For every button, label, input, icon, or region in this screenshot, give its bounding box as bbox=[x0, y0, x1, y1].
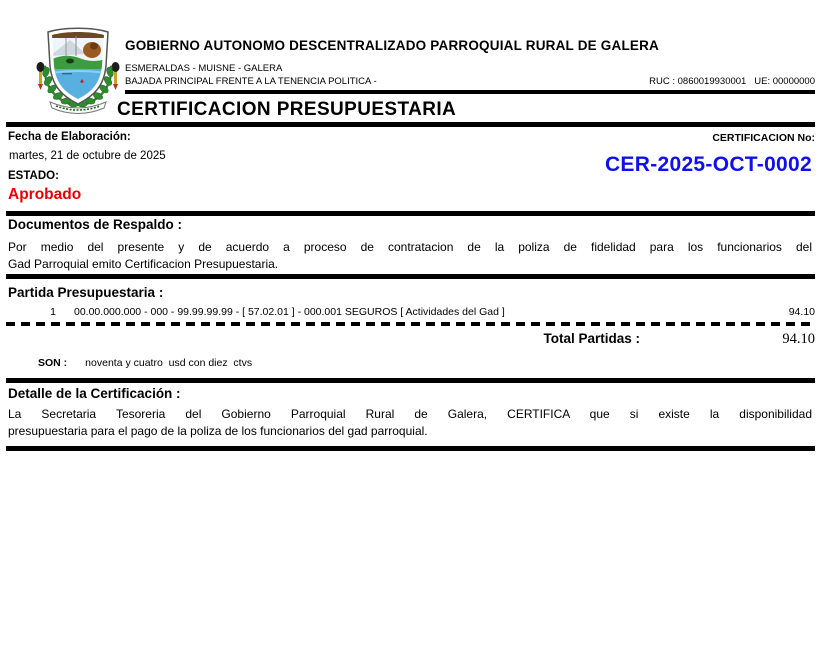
org-name: GOBIERNO AUTONOMO DESCENTRALIZADO PARROQUIAL RURAL DE GALERA bbox=[125, 38, 660, 53]
fecha-elaboracion-label: Fecha de Elaboración: bbox=[8, 131, 131, 143]
son-label: SON : bbox=[38, 357, 68, 369]
dashed-divider bbox=[6, 322, 815, 326]
son-amount-in-words: noventa y cuatro usd con diez ctvs bbox=[85, 357, 253, 369]
partida-row-amount: 94.10 bbox=[788, 306, 815, 318]
coat-of-arms-icon bbox=[36, 26, 120, 114]
detalle-certificacion-heading: Detalle de la Certificación : bbox=[8, 386, 181, 401]
total-partidas-label: Total Partidas : bbox=[543, 331, 640, 346]
detalle-certificacion-body bbox=[8, 406, 812, 439]
header-address-row bbox=[125, 76, 815, 94]
documentos-respaldo-body bbox=[8, 239, 812, 272]
partida-row-index: 1 bbox=[50, 306, 56, 318]
divider-under-documentos bbox=[6, 274, 815, 279]
org-location: ESMERALDAS - MUISNE - GALERA bbox=[125, 63, 283, 74]
detalle-body-line1: La Secretaria Tesoreria del Gobierno Parroquial Rural de Galera, CERTIFICA que si existe la disponibilidad bbox=[8, 407, 812, 421]
org-address: BAJADA PRINCIPAL FRENTE A LA TENENCIA POLITICA - bbox=[125, 76, 377, 87]
total-partidas-value: 94.10 bbox=[782, 331, 815, 347]
fecha-elaboracion-value: martes, 21 de octubre de 2025 bbox=[9, 150, 166, 162]
divider-under-detalle bbox=[6, 446, 815, 451]
document-title: CERTIFICACION PRESUPUESTARIA bbox=[117, 99, 457, 120]
partida-presupuestaria-heading: Partida Presupuestaria : bbox=[8, 285, 164, 300]
documentos-body-line1: Por medio del presente y de acuerdo a proceso de contratacion de la poliza de fidelidad para los funcionarios del bbox=[8, 240, 812, 254]
documentos-body-line2: Gad Parroquial emito Certificacion Presupuestaria. bbox=[8, 256, 279, 271]
son-row bbox=[38, 357, 252, 369]
divider-under-meta bbox=[6, 211, 815, 216]
divider-under-title bbox=[6, 122, 815, 127]
detalle-body-line2: presupuestaria para el pago de la poliza de los funcionarios del gad parroquial. bbox=[8, 423, 428, 438]
divider-under-partidas bbox=[6, 378, 815, 383]
partida-row-code: 00.00.000.000 - 000 - 99.99.99.99 - [ 57.02.01 ] - 000.001 SEGUROS [ Actividades del Gad ] bbox=[74, 306, 505, 318]
estado-value: Aprobado bbox=[8, 186, 82, 203]
estado-label: ESTADO: bbox=[8, 170, 59, 182]
certificacion-no-value: CER-2025-OCT-0002 bbox=[604, 153, 812, 176]
certificacion-no-label: CERTIFICACION No: bbox=[712, 132, 815, 144]
total-partidas-row bbox=[8, 331, 815, 348]
documentos-respaldo-heading: Documentos de Respaldo : bbox=[8, 217, 183, 232]
partida-row bbox=[8, 306, 815, 318]
org-ruc: RUC : 0860019930001 UE: 00000000 bbox=[649, 76, 815, 87]
